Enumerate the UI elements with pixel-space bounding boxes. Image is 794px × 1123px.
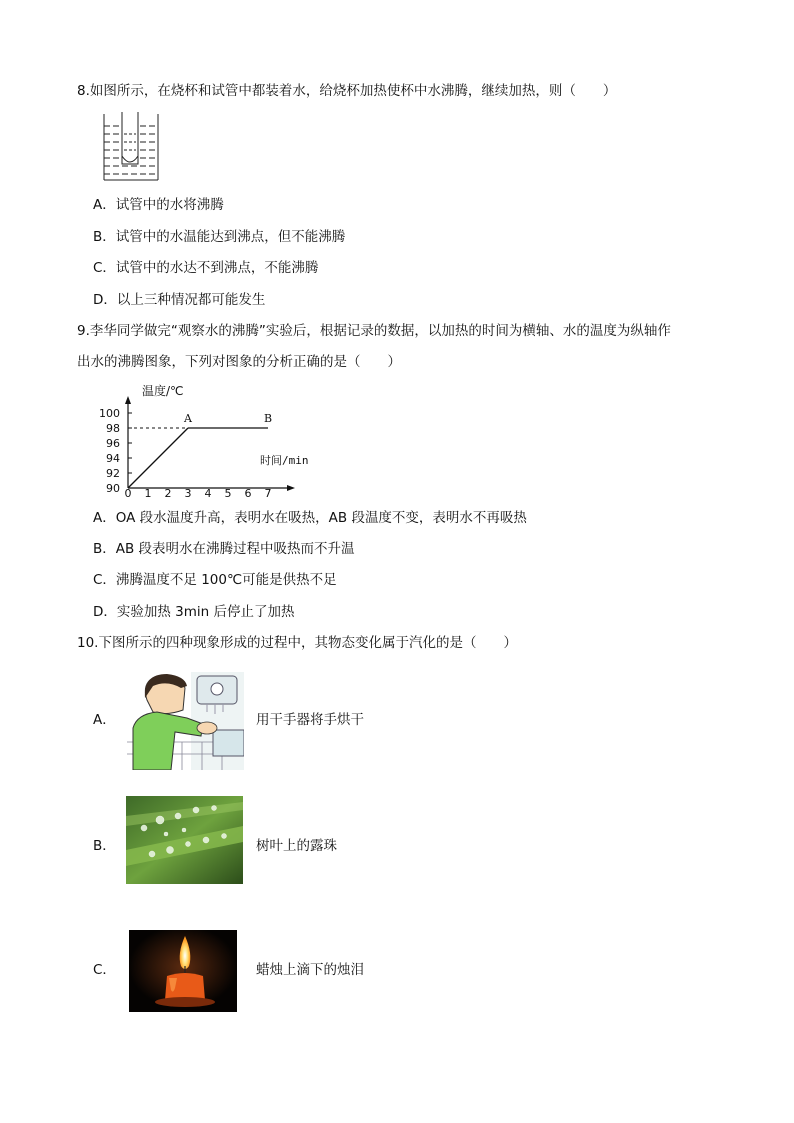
dew-on-leaf-image [126,796,243,884]
q9-option-c[interactable]: C．沸腾温度不足 100℃可能是供热不足 [93,572,337,588]
q10-option-b-text: 树叶上的露珠 [256,838,337,854]
q9-option-d[interactable]: D．实验加热 3min 后停止了加热 [93,604,295,620]
chart-x-tick-label: 3 [184,487,192,500]
chart-x-tick-label: 5 [224,487,232,500]
beaker-test-tube-figure [100,112,162,184]
chart-y-tick-label: 90 [106,482,120,495]
chart-point-label: B [263,412,273,425]
chart-y-tick-label: 94 [106,452,120,465]
chart-x-tick-label: 2 [164,487,172,500]
q8-stem: 8.如图所示，在烧杯和试管中都装着水，给烧杯加热使杯中水沸腾，继续加热，则（ ） [77,83,617,99]
q9-stem-line2: 出水的沸腾图象，下列对图象的分析正确的是（ ） [77,354,401,370]
chart-y-axis-arrow [125,396,131,404]
q8-option-d[interactable]: D．以上三种情况都可能发生 [93,292,266,308]
chart-x-tick-label: 6 [244,487,252,500]
chart-x-tick-label: 7 [264,487,272,500]
q10-option-c-text: 蜡烛上滴下的烛泪 [256,962,364,978]
boiling-chart [90,378,320,500]
q9-stem-line1: 9.李华同学做完“观察水的沸腾”实验后，根据记录的数据，以加热的时间为横轴、水的温度为纵轴作 [77,323,671,339]
q8-option-a[interactable]: A．试管中的水将沸腾 [93,197,224,213]
q9-option-b[interactable]: B．AB 段表明水在沸腾过程中吸热而不升温 [93,541,355,557]
q10-option-a-text: 用干手器将手烘干 [256,712,364,728]
q10-option-a-letter[interactable]: A． [93,712,116,728]
chart-x-tick-label: 0 [124,487,132,500]
chart-y-tick-label: 96 [106,437,120,450]
chart-y-tick-label: 92 [106,467,120,480]
chart-x-tick-label: 1 [144,487,152,500]
q10-option-c-letter[interactable]: C． [93,962,116,978]
chart-point-label: A [184,412,192,425]
q8-option-b[interactable]: B．试管中的水温能达到沸点，但不能沸腾 [93,229,346,245]
chart-y-tick-label: 100 [99,407,120,420]
q10-stem: 10.下图所示的四种现象形成的过程中，其物态变化属于汽化的是（ ） [77,635,517,651]
candle-image [129,930,237,1012]
chart-x-tick-label: 4 [204,487,212,500]
chart-x-axis-arrow [287,485,295,491]
chart-series-segment [128,428,188,488]
chart-y-tick-label: 98 [106,422,120,435]
chart-x-axis-label: 时间/min [260,454,309,467]
q8-option-c[interactable]: C．试管中的水达不到沸点，不能沸腾 [93,260,319,276]
hand-dryer-image [127,672,244,770]
q9-option-a[interactable]: A．OA 段水温度升高，表明水在吸热，AB 段温度不变，表明水不再吸热 [93,510,527,526]
chart-y-axis-label: 温度/℃ [142,384,184,398]
q10-option-b-letter[interactable]: B． [93,838,116,854]
